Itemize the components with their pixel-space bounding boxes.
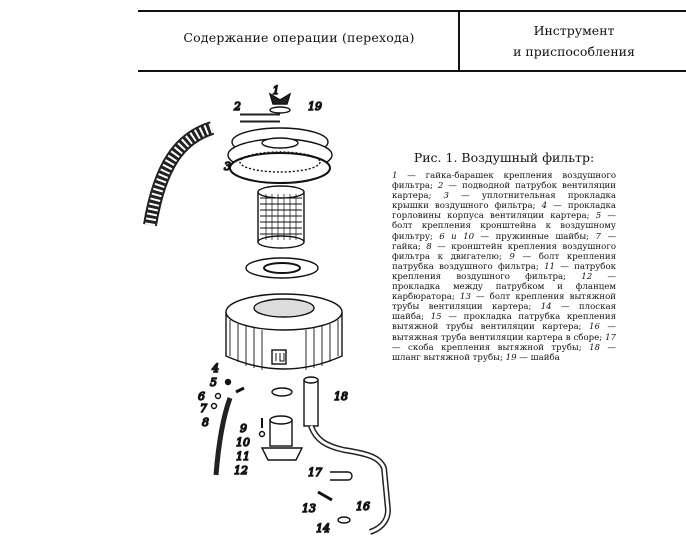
legend-item-number: 7 bbox=[595, 231, 601, 242]
legend-item: 13 — болт крепления вытяжной трубы вентиляции картера; bbox=[392, 292, 616, 313]
legend-item-text: вытяжная труба вентиляции картера в сборе; bbox=[392, 332, 603, 343]
callout-1: 1 bbox=[272, 84, 280, 97]
legend-item: 6 и 10 — пружинные шайбы; bbox=[439, 231, 590, 242]
legend-item-number: 19 bbox=[505, 352, 517, 363]
legend-item-text: прокладка горловины корпуса вентиляции картера; bbox=[392, 201, 617, 222]
legend-item-number: 3 bbox=[443, 191, 449, 202]
callout-14: 14 bbox=[316, 522, 330, 535]
legend-item: 7 — гайка; bbox=[392, 231, 617, 252]
legend-item: 1 — гайка-барашек крепления воздушного фильтра; bbox=[392, 171, 616, 192]
callout-10: 10 bbox=[236, 436, 250, 449]
legend-item: 12 — прокладка между патрубком и фланцем карбюратора; bbox=[392, 271, 616, 303]
hose-part-2 bbox=[150, 128, 212, 225]
legend-item-number: 6 и 10 bbox=[439, 231, 475, 242]
legend-item-text: прокладка патрубка крепления вытяжной трубы вентиляции картера; bbox=[392, 312, 617, 333]
legend-item-text: кронштейн крепления воздушного фильтра к двигателю; bbox=[392, 241, 617, 262]
legend-item-number: 2 bbox=[437, 181, 444, 192]
legend-item-text: плоская шайба; bbox=[392, 302, 616, 323]
legend-item-number: 11 bbox=[544, 261, 556, 272]
legend-item-text: подводной патрубок вентиляции картера; bbox=[392, 181, 617, 202]
legend-item: 5 — болт крепления кронштейна к воздушному фильтру; bbox=[392, 211, 617, 242]
callout-16: 16 bbox=[356, 500, 370, 513]
legend-item-text: прокладка между патрубком и фланцем карбюратора; bbox=[392, 282, 616, 303]
legend-item-number: 12 bbox=[581, 271, 593, 282]
callout-19: 19 bbox=[308, 100, 322, 113]
legend-item-number: 4 bbox=[541, 201, 548, 212]
column-divider bbox=[458, 12, 460, 70]
legend-item: 3 — уплотнительная прокладка крышки воздушного фильтра; bbox=[392, 191, 616, 212]
air-filter-exploded-illustration bbox=[130, 80, 410, 536]
legend-item-text: болт крепления патрубка воздушного фильтра; bbox=[392, 251, 616, 272]
legend-item: 18 — шланг вытяжной трубы; bbox=[392, 342, 617, 363]
callout-13: 13 bbox=[302, 502, 316, 515]
callout-9: 9 bbox=[240, 422, 247, 435]
callout-8: 8 bbox=[202, 416, 209, 429]
legend-item: 16 — вытяжная труба вентиляции картера в сборе; bbox=[392, 322, 617, 343]
legend-item: 15 — прокладка патрубка крепления вытяжной трубы вентиляции картера; bbox=[392, 312, 617, 333]
legend-item: 4 — прокладка горловины корпуса вентиляции картера; bbox=[392, 201, 617, 222]
callout-11: 11 bbox=[236, 450, 250, 463]
legend-item-text: болт крепления вытяжной трубы вентиляции картера; bbox=[392, 292, 616, 313]
legend-item-number: 13 bbox=[459, 292, 471, 303]
legend-item-text: патрубок крепления воздушного фильтра; bbox=[392, 261, 617, 282]
tools-header-line1: Инструмент bbox=[533, 23, 615, 38]
legend-item-text: пружинные шайбы; bbox=[495, 231, 590, 242]
callout-12: 12 bbox=[234, 464, 248, 477]
tools-header-line2: и приспособления bbox=[513, 44, 635, 59]
legend-item-number: 16 bbox=[589, 322, 600, 333]
callout-7: 7 bbox=[200, 402, 207, 415]
table-header-rule bbox=[138, 70, 686, 72]
callout-17: 17 bbox=[308, 466, 322, 479]
legend-item: 19 — шайба bbox=[505, 352, 560, 363]
callout-2: 2 bbox=[234, 100, 241, 113]
callout-4: 4 bbox=[212, 362, 219, 375]
legend-item-number: 17 bbox=[605, 332, 616, 343]
legend-item-number: 14 bbox=[540, 302, 552, 313]
figure-legend bbox=[392, 171, 616, 363]
table-top-rule bbox=[138, 10, 686, 12]
callout-5: 5 bbox=[210, 376, 217, 389]
legend-item-number: 15 bbox=[430, 312, 442, 323]
legend-item: 9 — болт крепления патрубка воздушного фильтра; bbox=[392, 251, 616, 272]
tools-column-header bbox=[462, 20, 686, 62]
legend-item-number: 18 bbox=[589, 342, 600, 353]
callout-6: 6 bbox=[198, 390, 205, 403]
legend-item-text: болт крепления кронштейна к воздушному фильтру; bbox=[392, 221, 616, 242]
figure-caption bbox=[392, 150, 616, 363]
legend-item-text: гайка; bbox=[392, 241, 421, 252]
legend-item: 17 — скоба крепления вытяжной трубы; bbox=[392, 332, 616, 353]
legend-item: 14 — плоская шайба; bbox=[392, 302, 616, 323]
operation-column-header: Содержание операции (перехода) bbox=[183, 30, 415, 45]
legend-item-text: уплотнительная прокладка крышки воздушного фильтра; bbox=[392, 191, 616, 212]
legend-item-text: скоба крепления вытяжной трубы; bbox=[408, 342, 582, 353]
figure-title: Рис. 1. Воздушный фильтр: bbox=[413, 150, 595, 165]
legend-item: 2 — подводной патрубок вентиляции картера; bbox=[392, 181, 617, 202]
legend-item-number: 9 bbox=[509, 251, 515, 262]
legend-item-text: шланг вытяжной трубы; bbox=[392, 352, 503, 363]
callout-18: 18 bbox=[334, 390, 348, 403]
legend-item-text: гайка-барашек крепления воздушного фильтра; bbox=[392, 171, 616, 192]
legend-item-number: 1 bbox=[392, 171, 398, 181]
legend-item-text: шайба bbox=[530, 352, 560, 363]
legend-item: 8 — кронштейн крепления воздушного фильтра к двигателю; bbox=[392, 241, 617, 262]
legend-item-number: 8 bbox=[426, 241, 432, 252]
legend-item-number: 5 bbox=[595, 211, 602, 222]
legend-item: 11 — патрубок крепления воздушного фильтра; bbox=[392, 261, 617, 282]
callout-3: 3 bbox=[224, 160, 231, 173]
